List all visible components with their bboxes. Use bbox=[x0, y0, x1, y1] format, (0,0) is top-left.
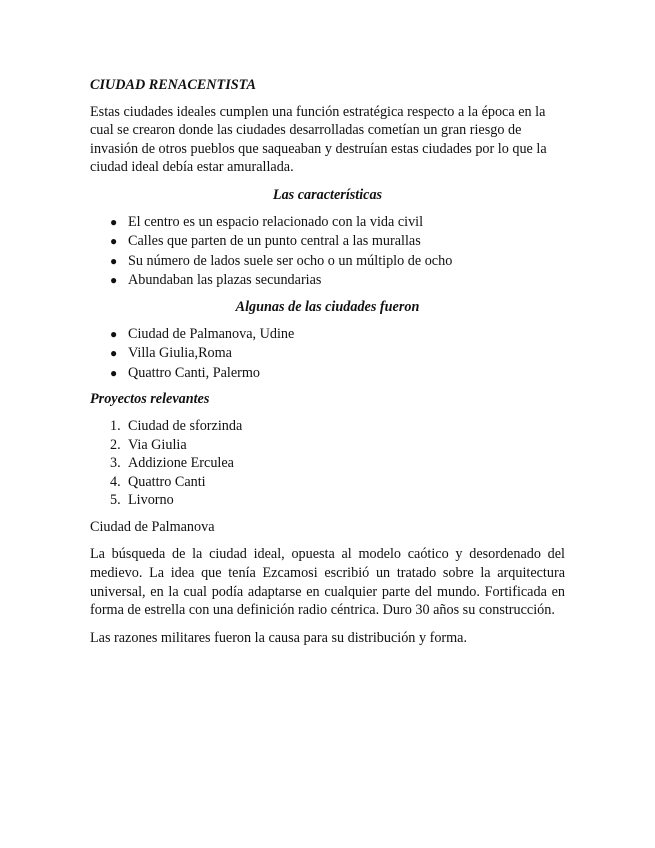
projects-heading: Proyectos relevantes bbox=[90, 391, 210, 408]
intro-paragraph: Estas ciudades ideales cumplen una función estratégica respecto a la época en la cual se crearon donde las ciudades desarrolladas cometían un gran riesgo de invasión de otros pueblos que saqueaban y destruían estas ciudades por lo que la ciudad ideal debía estar amurallada. bbox=[90, 103, 547, 176]
document-title: CIUDAD RENACENTISTA bbox=[90, 77, 256, 93]
list-item-text: Calles que parten de un punto central a las murallas bbox=[128, 233, 421, 250]
list-item bbox=[90, 325, 565, 344]
list-item-text: Su número de lados suele ser ocho o un múltiplo de ocho bbox=[128, 252, 453, 269]
list-item bbox=[90, 436, 565, 455]
list-item-text: Addizione Erculea bbox=[128, 455, 234, 472]
list-item bbox=[90, 213, 565, 232]
list-item bbox=[90, 364, 565, 383]
list-item bbox=[90, 473, 565, 492]
list-item-text: Livorno bbox=[128, 492, 174, 509]
list-item bbox=[90, 252, 565, 271]
list-item bbox=[90, 491, 565, 510]
palmanova-label: Ciudad de Palmanova bbox=[90, 518, 215, 535]
cities-list bbox=[90, 325, 565, 383]
list-item-text: Ciudad de sforzinda bbox=[128, 417, 243, 434]
list-item bbox=[90, 232, 565, 251]
list-item bbox=[90, 344, 565, 363]
characteristics-list bbox=[90, 213, 565, 290]
list-item-text: El centro es un espacio relacionado con la vida civil bbox=[128, 213, 424, 230]
list-item bbox=[90, 417, 565, 436]
document-page bbox=[90, 76, 565, 656]
bullet-icon: ● bbox=[110, 234, 118, 249]
bullet-icon: ● bbox=[110, 253, 118, 268]
bullet-icon: ● bbox=[110, 326, 118, 341]
list-item bbox=[90, 271, 565, 290]
bullet-icon: ● bbox=[110, 214, 118, 229]
cities-heading: Algunas de las ciudades fueron bbox=[235, 298, 420, 315]
list-item-text: Quattro Canti bbox=[128, 473, 206, 490]
palmanova-paragraph: La búsqueda de la ciudad ideal, opuesta al modelo caótico y desordenado del medievo. La idea que tenía Ezcamosi escribió un tratado sobre la arquitectura universal, en la cual podía adaptarse en cualquier parte del mundo. Fortificada en forma de estrella con una definición radio céntrica. Duro 30 años su construcción. bbox=[90, 546, 565, 619]
list-item-text: Villa Giulia,Roma bbox=[128, 345, 232, 362]
list-item-number: 3. bbox=[110, 455, 121, 472]
projects-list bbox=[90, 417, 565, 510]
list-item bbox=[90, 454, 565, 473]
bullet-icon: ● bbox=[110, 365, 118, 380]
list-item-text: Via Giulia bbox=[128, 436, 187, 453]
list-item-text: Quattro Canti, Palermo bbox=[128, 364, 260, 381]
list-item-number: 4. bbox=[110, 473, 121, 490]
list-item-number: 1. bbox=[110, 417, 121, 434]
bullet-icon: ● bbox=[110, 346, 118, 361]
bullet-icon: ● bbox=[110, 273, 118, 288]
characteristics-heading: Las características bbox=[272, 186, 383, 203]
list-item-number: 5. bbox=[110, 492, 121, 509]
list-item-text: Ciudad de Palmanova, Udine bbox=[128, 325, 295, 342]
closing-paragraph: Las razones militares fueron la causa para su distribución y forma. bbox=[90, 629, 468, 646]
list-item-text: Abundaban las plazas secundarias bbox=[128, 272, 322, 289]
list-item-number: 2. bbox=[110, 436, 121, 453]
